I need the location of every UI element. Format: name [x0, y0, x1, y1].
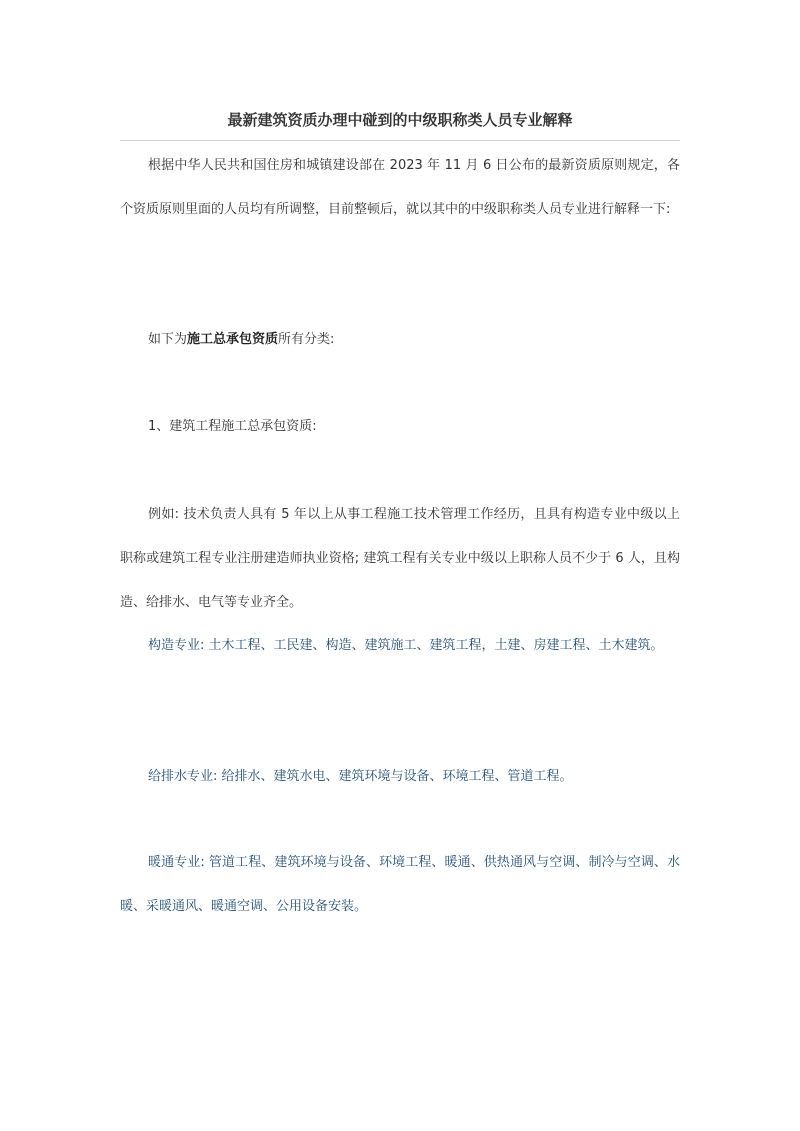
intro-paragraph: 根据中华人民共和国住房和城镇建设部在 2023 年 11 月 6 日公布的最新资质原则规定，各个资质原则里面的人员均有所调整，目前整顿后，就以其中的中级职称类人员专业进行解释一下:	[120, 158, 680, 217]
document-title: 最新建筑资质办理中碰到的中级职称类人员专业解释	[227, 111, 573, 129]
example-paragraph: 例如: 技术负责人具有 5 年以上从事工程施工技术管理工作经历，且具有构造专业中级以上职称或建筑工程专业注册建造师执业资格; 建筑工程有关专业中级以上职称人员不少于 6 人，且构造、给排水、电气等专业齐全。	[120, 507, 680, 610]
classification-bold: 施工总承包资质	[187, 332, 279, 347]
classification-suffix: 所有分类:	[278, 332, 335, 347]
classification-paragraph	[120, 318, 680, 362]
item-1-heading: 1、建筑工程施工总承包资质:	[148, 419, 317, 434]
structure-major-paragraph: 构造专业: 土木工程、工民建、构造、建筑施工、建筑工程，土建、房建工程、土木建筑。	[148, 638, 664, 653]
title-divider	[120, 140, 680, 141]
classification-prefix: 如下为	[148, 332, 188, 347]
hvac-major-paragraph: 暖通专业: 管道工程、建筑环境与设备、环境工程、暖通、供热通风与空调、制冷与空调、水暖、采暖通风、暖通空调、公用设备安装。	[120, 855, 680, 914]
water-major-paragraph: 给排水专业: 给排水、建筑水电、建筑环境与设备、环境工程、管道工程。	[148, 769, 573, 784]
